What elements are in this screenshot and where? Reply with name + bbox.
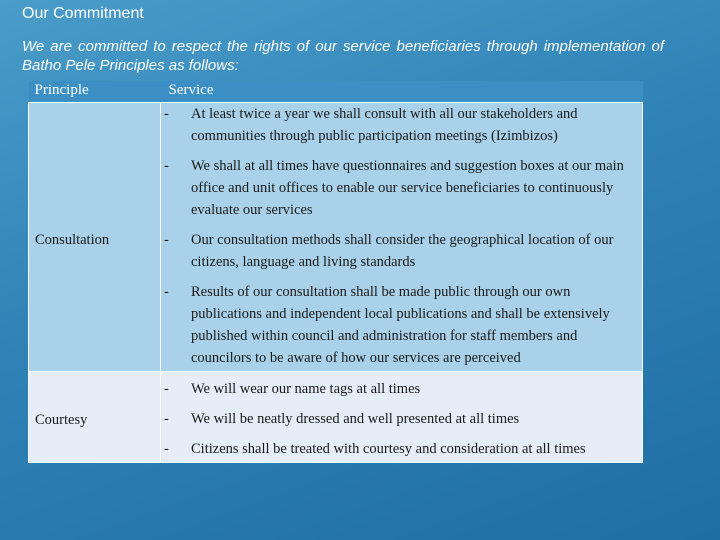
service-cell <box>161 103 643 372</box>
service-item-text: We shall at all times have questionnaires and suggestion boxes at our main office and unit offices to enable our service beneficiaries to continuously evaluate our services <box>191 158 624 218</box>
list-item <box>161 408 642 430</box>
dash-bullet: - <box>164 411 169 427</box>
principle-cell <box>29 103 161 372</box>
list-item <box>161 229 642 273</box>
dash-bullet: - <box>164 381 169 397</box>
list-item <box>161 155 642 221</box>
service-item-text: At least twice a year we shall consult with all our stakeholders and communities through public participation meetings (Izimbizos) <box>191 106 578 144</box>
list-item <box>161 378 642 400</box>
service-item-text: Our consultation methods shall consider the geographical location of our citizens, language and living standards <box>191 232 614 270</box>
dash-bullet: - <box>164 106 169 122</box>
service-item-text: We will wear our name tags at all times <box>191 381 421 397</box>
table-row-consultation <box>29 103 643 372</box>
list-item <box>161 438 642 460</box>
commitment-table <box>28 81 643 463</box>
service-list <box>161 103 642 369</box>
dash-bullet: - <box>164 232 169 248</box>
service-item-text: We will be neatly dressed and well presented at all times <box>191 411 520 427</box>
dash-bullet: - <box>164 158 169 174</box>
dash-bullet: - <box>164 441 169 457</box>
header-principle: Principle <box>29 81 161 103</box>
list-item <box>161 281 642 369</box>
table-header-row <box>29 81 643 103</box>
list-item <box>161 103 642 147</box>
table-row-courtesy <box>29 372 643 463</box>
service-cell <box>161 372 643 463</box>
dash-bullet: - <box>164 284 169 300</box>
service-item-text: Citizens shall be treated with courtesy and consideration at all times <box>191 441 586 457</box>
intro-text: We are committed to respect the rights of our service beneficiaries through implementation of Batho Pele Principles as follows: <box>22 38 664 74</box>
principle-consultation: Consultation <box>35 231 110 248</box>
header-service: Service <box>161 81 643 103</box>
service-item-text: Results of our consultation shall be made public through our own publications and independent local publications and shall be extensively published within council and administration for staff members and councilors to be aware of how our services are perceived <box>191 284 610 366</box>
principle-courtesy: Courtesy <box>35 411 88 428</box>
service-list <box>161 378 642 460</box>
principle-cell <box>29 372 161 463</box>
slide-title: Our Commitment <box>22 5 144 22</box>
